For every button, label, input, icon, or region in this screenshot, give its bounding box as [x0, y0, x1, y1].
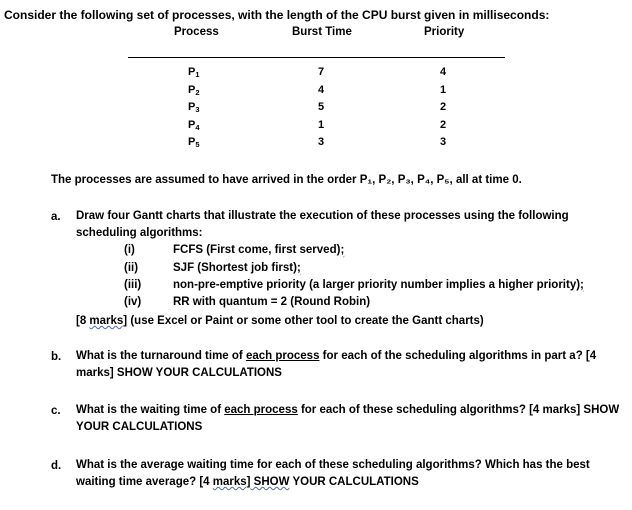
process-cell: P2 — [188, 84, 200, 97]
question-d-label: d. — [51, 460, 62, 472]
question-d-text — [76, 457, 590, 491]
question-a-label: a. — [51, 211, 61, 223]
burst-cell: 7 — [318, 66, 325, 78]
question-a-line1: Draw four Gantt charts that illustrate the execution of these processes using the following — [76, 210, 569, 222]
algorithm-rr: RR with quantum = 2 (Round Robin) — [173, 296, 371, 308]
algorithm-number: (iv) — [124, 296, 142, 308]
intro-text: Consider the following set of processes, with the length of the CPU burst given in milliseconds: — [4, 8, 550, 22]
burst-cell: 3 — [318, 136, 325, 148]
algorithm-sjf: SJF (Shortest job first); — [173, 262, 301, 274]
question-b-label: b. — [51, 351, 62, 363]
process-cell: P1 — [188, 66, 200, 79]
algorithm-number: (i) — [124, 244, 135, 256]
burst-cell: 5 — [318, 101, 325, 113]
burst-cell: 4 — [318, 84, 325, 96]
algorithm-priority: non-pre-emptive priority (a larger priority number implies a higher priority); — [173, 279, 584, 291]
algorithm-number: (ii) — [124, 262, 139, 274]
algorithm-fcfs: FCFS (First come, first served); — [173, 244, 345, 256]
question-a-text — [76, 208, 569, 242]
priority-cell: 4 — [440, 66, 447, 78]
question-b-text — [76, 348, 596, 382]
algorithm-number: (iii) — [124, 279, 142, 291]
priority-cell: 3 — [440, 136, 447, 148]
priority-cell: 1 — [440, 84, 447, 96]
process-cell: P5 — [188, 136, 200, 149]
question-c-line1: What is the waiting time of each process for each of these scheduling algorithms? [4 marks] SHOW — [76, 404, 620, 416]
question-b-line1: What is the turnaround time of each process for each of the scheduling algorithms in part a? [4 — [76, 350, 597, 362]
question-a-marks: [8 marks] (use Excel or Paint or some other tool to create the Gantt charts) — [76, 315, 484, 327]
question-c-text — [76, 402, 619, 436]
burst-cell: 1 — [318, 119, 325, 131]
priority-cell: 2 — [440, 119, 447, 131]
question-b-line2: marks] SHOW YOUR CALCULATIONS — [76, 367, 282, 379]
header-priority: Priority — [424, 26, 465, 38]
process-cell: P3 — [188, 101, 200, 114]
question-a-line2: scheduling algorithms: — [76, 227, 203, 239]
question-c-line2: YOUR CALCULATIONS — [76, 421, 203, 433]
question-d-line1: What is the average waiting time for each of these scheduling algorithms? Which has the best — [76, 459, 590, 471]
assumption-text: The processes are assumed to have arrived in the order P₁, P₂, P₃, P₄, P₅, all at time 0. — [51, 174, 522, 186]
table-divider — [128, 57, 505, 58]
process-cell: P4 — [188, 119, 200, 132]
header-burst-time: Burst Time — [292, 26, 352, 38]
question-c-label: c. — [51, 405, 61, 417]
header-process: Process — [174, 26, 219, 38]
question-d-line2: waiting time average? [4 marks] SHOW YOUR CALCULATIONS — [76, 476, 419, 488]
priority-cell: 2 — [440, 101, 447, 113]
